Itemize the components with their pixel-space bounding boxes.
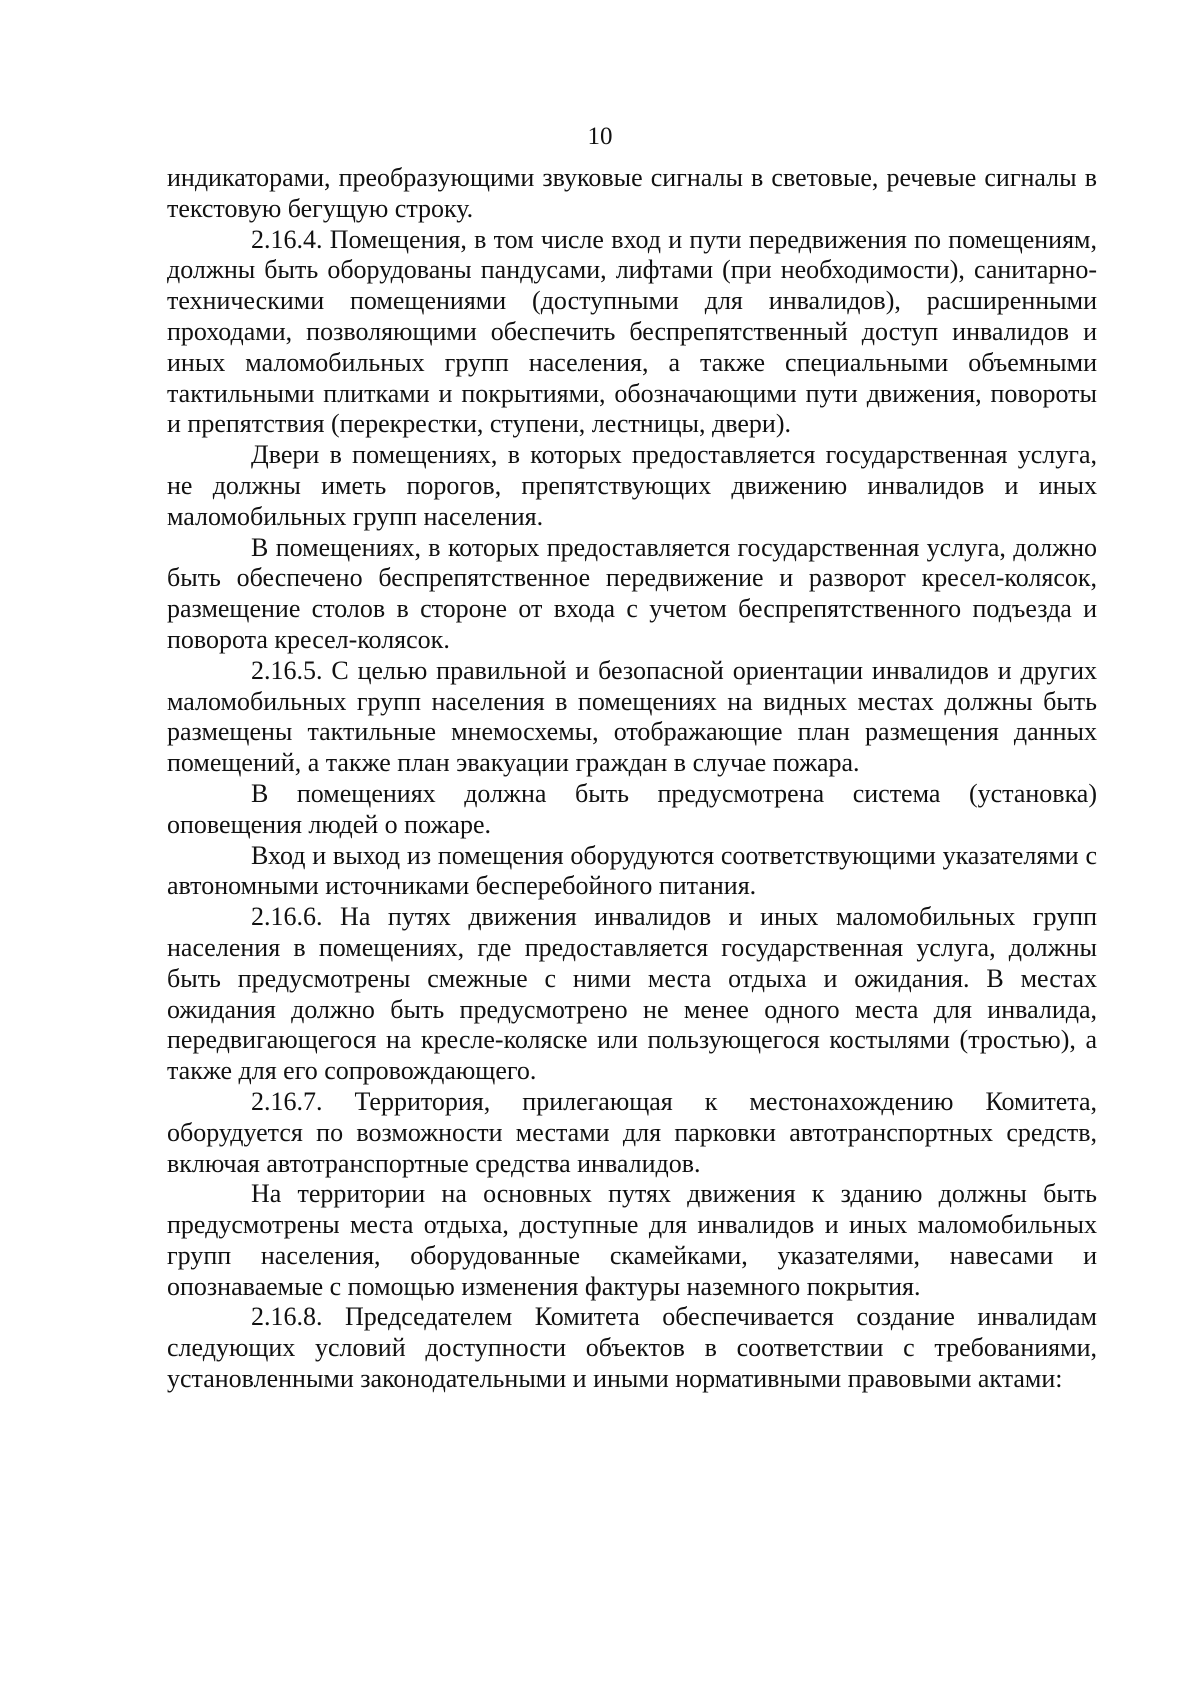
- paragraph-11: 2.16.8. Председателем Комитета обеспечивается создание инвалидам следующих условий доступности объектов в соответствии с требованиями, установленными законодательными и иными нормативными правовыми актами:: [167, 1302, 1097, 1394]
- paragraph-7: Вход и выход из помещения оборудуются соответствующими указателями с автономными источниками бесперебойного питания.: [167, 840, 1097, 901]
- paragraph-9: 2.16.7. Территория, прилегающая к местонахождению Комитета, оборудуется по возможности местами для парковки автотранспортных средств, включая автотранспортные средства инвалидов.: [167, 1086, 1097, 1178]
- paragraph-6: В помещениях должна быть предусмотрена система (установка) оповещения людей о пожаре.: [167, 778, 1097, 839]
- paragraph-3: Двери в помещениях, в которых предоставляется государственная услуга, не должны иметь порогов, препятствующих движению инвалидов и иных маломобильных групп населения.: [167, 440, 1097, 531]
- paragraph-1: индикаторами, преобразующими звуковые сигналы в световые, речевые сигналы в текстовую бегущую строку.: [167, 163, 1097, 223]
- page-number: 10: [587, 123, 613, 150]
- document-body: [167, 163, 1097, 1395]
- paragraph-5: 2.16.5. С целью правильной и безопасной ориентации инвалидов и других маломобильных групп населения в помещениях на видных местах должны быть размещены тактильные мнемосхемы, отображающие план размещения данных помещений, а также план эвакуации граждан в случае пожара.: [167, 655, 1097, 778]
- paragraph-10: На территории на основных путях движения к зданию должны быть предусмотрены места отдыха, доступные для инвалидов и иных маломобильных групп населения, оборудованные скамейками, указателями, навесами и опознаваемые с помощью изменения фактуры наземного покрытия.: [167, 1179, 1097, 1301]
- paragraph-8: 2.16.6. На путях движения инвалидов и иных маломобильных групп населения в помещениях, где предоставляется государственная услуга, должны быть предусмотрены смежные с ними места отдыха и ожидания. В местах ожидания должно быть предусмотрено не менее одного места для инвалида, передвигающегося на кресле-коляске или пользующегося костылями (тростью), а также для его сопровождающего.: [167, 902, 1097, 1086]
- paragraph-2: 2.16.4. Помещения, в том числе вход и пути передвижения по помещениям, должны быть оборудованы пандусами, лифтами (при необходимости), санитарно-техническими помещениями (доступными для инвалидов), расширенными проходами, позволяющими обеспечить беспрепятственный доступ инвалидов и иных маломобильных групп населения, а также специальными объемными тактильными плитками и покрытиями, обозначающими пути движения, повороты и препятствия (перекрестки, ступени, лестницы, двери).: [167, 224, 1097, 439]
- paragraph-4: В помещениях, в которых предоставляется государственная услуга, должно быть обеспечено беспрепятственное передвижение и разворот кресел-колясок, размещение столов в стороне от входа с учетом беспрепятственного подъезда и поворота кресел-колясок.: [167, 532, 1097, 654]
